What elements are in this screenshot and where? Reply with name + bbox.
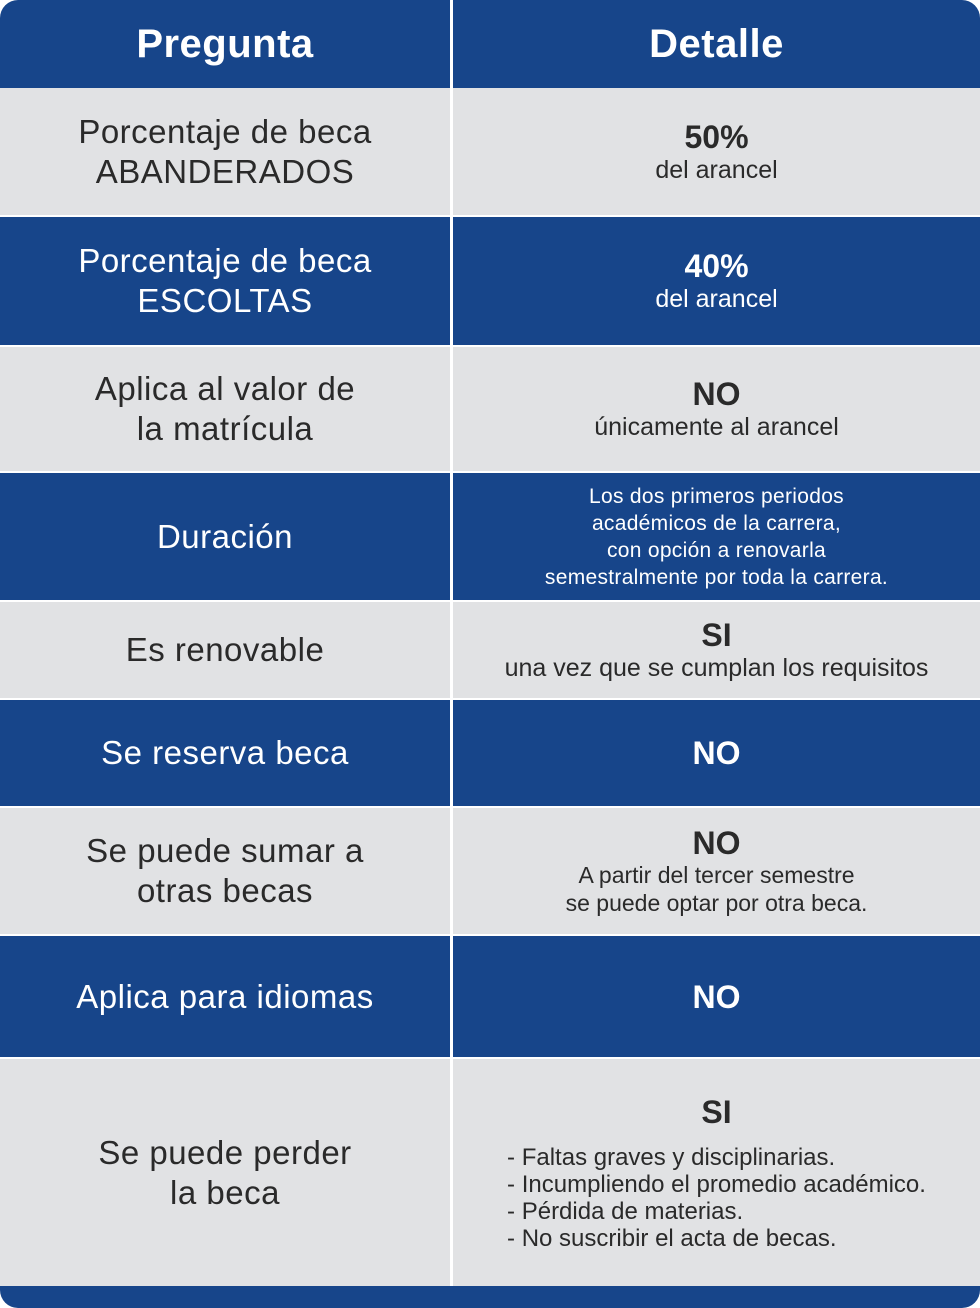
detail-cell bbox=[453, 473, 980, 600]
detail-value: NO bbox=[692, 978, 741, 1015]
detail-value: 40% bbox=[684, 248, 749, 284]
detail-line: académicos de la carrera, bbox=[591, 511, 842, 535]
detail-value: SI bbox=[701, 617, 732, 653]
detail-line: Los dos primeros periodos bbox=[589, 484, 844, 508]
table-row bbox=[0, 347, 980, 471]
question-line: ESCOLTAS bbox=[137, 282, 313, 319]
question-line: Porcentaje de beca bbox=[78, 242, 372, 279]
list-item: - Faltas graves y disciplinarias. bbox=[507, 1143, 836, 1171]
table-header bbox=[0, 0, 980, 88]
detail-value: SI bbox=[701, 1093, 732, 1130]
question-cell bbox=[0, 936, 450, 1057]
question-line: ABANDERADOS bbox=[95, 152, 355, 190]
table-row bbox=[0, 808, 980, 934]
detail-note: se puede optar por otra beca. bbox=[565, 890, 868, 916]
header-question: Pregunta bbox=[136, 21, 314, 66]
detail-cell bbox=[453, 88, 980, 215]
detail-note: del arancel bbox=[655, 155, 778, 184]
question-cell bbox=[0, 808, 450, 934]
question-cell bbox=[0, 602, 450, 698]
detail-line: con opción a renovarla bbox=[606, 538, 827, 562]
question-cell bbox=[0, 347, 450, 471]
question-line: Porcentaje de beca bbox=[78, 112, 372, 150]
table-row bbox=[0, 1059, 980, 1286]
detail-note: únicamente al arancel bbox=[594, 413, 839, 441]
header-detail: Detalle bbox=[649, 21, 784, 66]
table-row bbox=[0, 700, 980, 806]
detail-line: semestralmente por toda la carrera. bbox=[544, 565, 889, 589]
question-line: Se reserva beca bbox=[101, 734, 349, 771]
table-row bbox=[0, 602, 980, 698]
question-cell bbox=[0, 88, 450, 215]
detail-cell bbox=[453, 347, 980, 471]
question-line: la beca bbox=[170, 1173, 280, 1211]
question-line: Se puede sumar a bbox=[86, 832, 364, 869]
question-cell bbox=[0, 700, 450, 806]
reasons-list bbox=[507, 1144, 926, 1252]
table-row bbox=[0, 936, 980, 1057]
detail-note: A partir del tercer semestre bbox=[578, 862, 855, 888]
question-line: Aplica al valor de bbox=[94, 370, 356, 407]
question-line: Es renovable bbox=[125, 631, 325, 668]
table-row bbox=[0, 473, 980, 600]
header-detail-cell bbox=[453, 0, 980, 88]
detail-cell bbox=[453, 602, 980, 698]
question-line: Duración bbox=[156, 517, 294, 555]
detail-cell bbox=[453, 936, 980, 1057]
detail-value: NO bbox=[692, 376, 741, 412]
question-cell bbox=[0, 1059, 450, 1286]
detail-value: 50% bbox=[684, 118, 749, 155]
detail-value: NO bbox=[692, 735, 741, 771]
question-line: Se puede perder bbox=[98, 1133, 352, 1171]
list-item: - No suscribir el acta de becas. bbox=[507, 1224, 837, 1252]
table-footer-bar bbox=[0, 1286, 980, 1308]
question-line: Aplica para idiomas bbox=[76, 977, 374, 1015]
detail-note: del arancel bbox=[655, 285, 778, 313]
question-line: otras becas bbox=[136, 872, 314, 909]
detail-cell bbox=[453, 808, 980, 934]
list-item: - Incumpliendo el promedio académico. bbox=[507, 1170, 926, 1198]
question-line: la matrícula bbox=[136, 410, 314, 447]
detail-cell bbox=[453, 1059, 980, 1286]
question-cell bbox=[0, 473, 450, 600]
table-row bbox=[0, 88, 980, 215]
detail-cell bbox=[453, 217, 980, 345]
detail-value: NO bbox=[692, 825, 741, 861]
detail-note: una vez que se cumplan los requisitos bbox=[504, 654, 929, 682]
detail-cell bbox=[453, 700, 980, 806]
list-item: - Pérdida de materias. bbox=[507, 1197, 744, 1225]
table-row bbox=[0, 217, 980, 345]
question-cell bbox=[0, 217, 450, 345]
header-question-cell bbox=[0, 0, 450, 88]
